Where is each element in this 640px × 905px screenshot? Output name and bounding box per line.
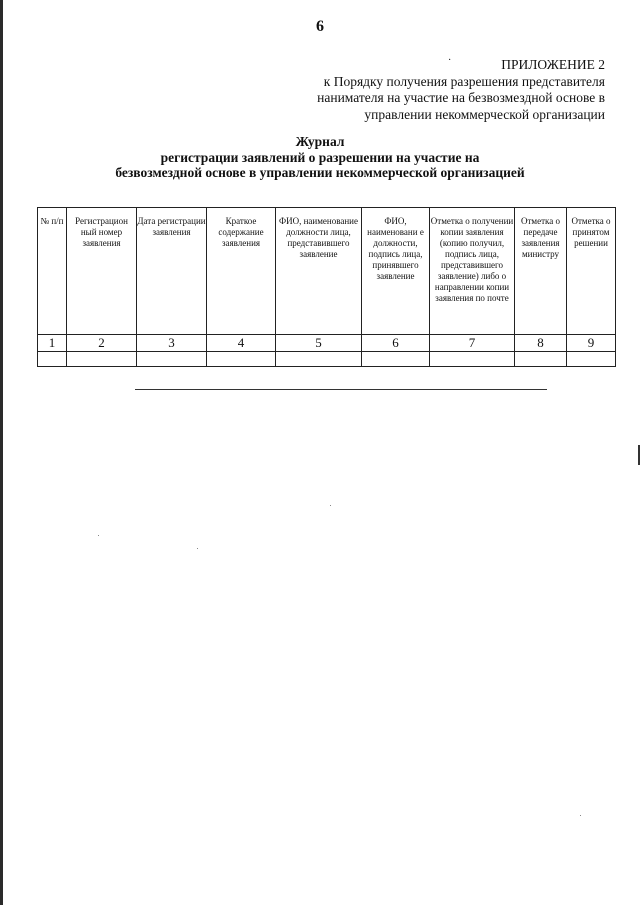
table-number-row: [38, 335, 616, 352]
header-cell-reg-date: Дата регистрации заявления: [137, 208, 207, 335]
column-number: 6: [362, 335, 430, 352]
header-cell-submitter: ФИО, наименование должности лица, представившего заявление: [276, 208, 362, 335]
table-cell: [276, 352, 362, 367]
column-number: 9: [567, 335, 616, 352]
journal-title-line: Журнал: [295, 134, 345, 149]
table-cell: [137, 352, 207, 367]
journal-title-line: регистрации заявлений о разрешении на участие на: [160, 149, 480, 165]
table-empty-row: [38, 352, 616, 367]
header-cell-receiver: ФИО, наименовани е должности, подпись лица, принявшего заявление: [362, 208, 430, 335]
column-number: 2: [67, 335, 137, 352]
column-number: 8: [515, 335, 567, 352]
closing-rule: [135, 389, 547, 390]
journal-table: [37, 207, 616, 367]
table-cell: [430, 352, 515, 367]
scan-speck: [580, 815, 581, 816]
header-cell-summary: Краткое содержание заявления: [207, 208, 276, 335]
scan-speck: [98, 535, 99, 536]
appendix-line: управлении некоммерческой организации: [364, 106, 605, 122]
table-cell: [362, 352, 430, 367]
page-number: 6: [316, 18, 324, 35]
table-cell: [38, 352, 67, 367]
scan-speck: ·: [448, 55, 452, 66]
table-cell: [207, 352, 276, 367]
column-number: 7: [430, 335, 515, 352]
appendix-line: нанимателя на участие на безвозмездной основе в: [317, 90, 605, 105]
journal-title: [0, 134, 640, 181]
appendix-header: [285, 57, 605, 123]
header-cell-transfer-mark: Отметка о передаче заявления министру: [515, 208, 567, 335]
column-number: 4: [207, 335, 276, 352]
scan-speck: [330, 505, 331, 506]
table-cell: [67, 352, 137, 367]
column-number: 3: [137, 335, 207, 352]
header-cell-copy-mark: Отметка о получении копии заявления (копию получил, подпись лица, представившего заявление) либо о направлении копии заявления по почте: [430, 208, 515, 335]
table-cell: [567, 352, 616, 367]
header-cell-decision-mark: Отметка о принятом решении: [567, 208, 616, 335]
header-cell-number: № п/п: [38, 208, 67, 335]
table-cell: [515, 352, 567, 367]
header-cell-reg-number: Регистрацион ный номер заявления: [67, 208, 137, 335]
journal-title-line: безвозмездной основе в управлении некоммерческой организацией: [115, 165, 525, 180]
column-number: 1: [38, 335, 67, 352]
appendix-title: ПРИЛОЖЕНИЕ 2: [501, 57, 605, 72]
appendix-line: к Порядку получения разрешения представителя: [323, 73, 605, 89]
table-header-row: [38, 208, 616, 335]
column-number: 5: [276, 335, 362, 352]
scan-speck: [197, 548, 198, 549]
